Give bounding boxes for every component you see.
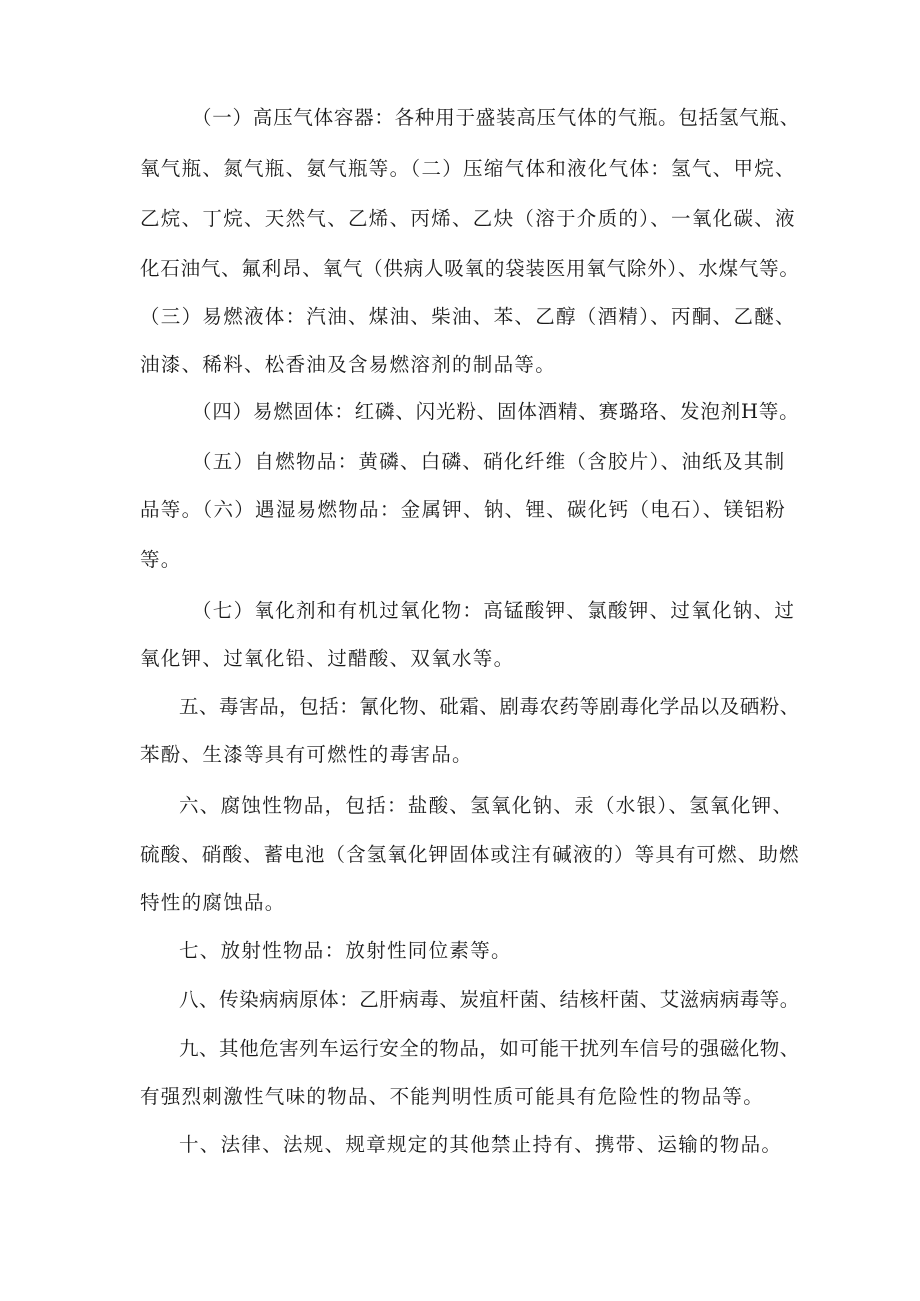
- text-line: （三）易燃液体：汽油、煤油、柴油、苯、乙醇（酒精）、丙酮、乙醚、: [140, 305, 796, 328]
- text-line: 有强烈刺激性气味的物品、不能判明性质可能具有危险性的物品等。: [140, 1085, 765, 1108]
- text-line: 氧化钾、过氧化铅、过醋酸、双氧水等。: [140, 647, 515, 670]
- text-line: 苯酚、生漆等具有可燃性的毒害品。: [140, 743, 473, 766]
- text-line: 五、毒害品，包括：氰化物、砒霜、剧毒农药等剧毒化学品以及硒粉、: [179, 695, 800, 718]
- text-line: 氧气瓶、氮气瓶、氨气瓶等。（二）压缩气体和液化气体：氢气、甲烷、: [140, 157, 796, 180]
- text-line: 六、腐蚀性物品，包括：盐酸、氢氧化钠、汞（水银）、氢氧化钾、: [179, 794, 794, 817]
- text-line: 八、传染病病原体：乙肝病毒、炭疽杆菌、结核杆菌、艾滋病病毒等。: [179, 988, 800, 1011]
- text-line: 乙烷、丁烷、天然气、乙烯、丙烯、乙炔（溶于介质的）、一氧化碳、液: [140, 207, 796, 230]
- text-line: （一）高压气体容器：各种用于盛装高压气体的气瓶。包括氢气瓶、: [192, 106, 801, 129]
- text-line: （五）自燃物品：黄磷、白磷、硝化纤维（含胶片）、油纸及其制: [192, 450, 786, 473]
- text-line: 等。: [140, 548, 182, 571]
- text-line: 九、其他危害列车运行安全的物品，如可能干扰列车信号的强磁化物、: [179, 1037, 800, 1060]
- text-line: 品等。（六）遇湿易燃物品：金属钾、钠、锂、碳化钙（电石）、镁铝粉: [140, 498, 787, 521]
- text-line: （四）易燃固体：红磷、闪光粉、固体酒精、赛璐珞、发泡剂H等。: [192, 400, 800, 423]
- text-line: 油漆、稀料、松香油及含易燃溶剂的制品等。: [140, 353, 557, 376]
- text-line: （七）氧化剂和有机过氧化物：高锰酸钾、氯酸钾、过氧化钠、过: [192, 599, 796, 622]
- text-line: 硫酸、硝酸、蓄电池（含氢氧化钾固体或注有碱液的）等具有可燃、助燃: [140, 843, 800, 866]
- text-line: 七、放射性物品：放射性同位素等。: [179, 939, 512, 962]
- text-line: 特性的腐蚀品。: [140, 891, 286, 914]
- text-line: 化石油气、氟利昂、氧气（供病人吸氧的袋装医用氧气除外）、水煤气等。: [140, 257, 800, 280]
- text-line: 十、法律、法规、规章规定的其他禁止持有、携带、运输的物品。: [179, 1133, 783, 1156]
